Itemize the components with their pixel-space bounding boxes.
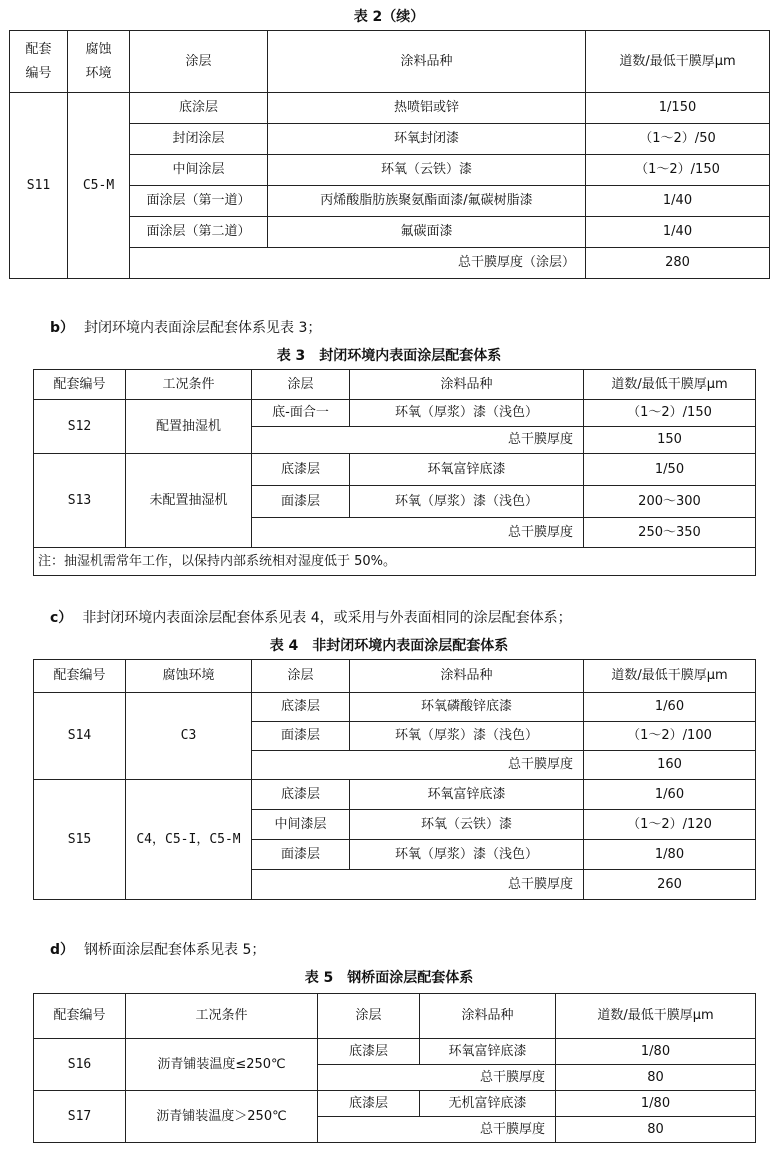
table-row <box>34 1039 756 1065</box>
table3-header-row <box>34 370 756 400</box>
table-row <box>34 780 756 810</box>
table-cell: 丙烯酸脂肪族聚氨酯面漆/氟碳树脂漆 <box>268 186 586 217</box>
table-cell: 1/60 <box>584 693 756 722</box>
table-cell: 环氧（云铁）漆 <box>350 810 584 840</box>
table2-total-label: 总干膜厚度（涂层） <box>130 248 586 279</box>
paragraph-c <box>50 609 572 627</box>
table3-caption: 表 3 封闭环境内表面涂层配套体系 <box>276 348 502 364</box>
table-cell: 环氧（厚浆）漆（浅色） <box>350 486 584 518</box>
table-cell: 封闭涂层 <box>130 124 268 155</box>
table-cell: （1～2）/120 <box>584 810 756 840</box>
table5-s17-total-label: 总干膜厚度 <box>318 1117 556 1143</box>
table3-header-paint: 涂料品种 <box>350 370 584 400</box>
table5-s16-total-label: 总干膜厚度 <box>318 1065 556 1091</box>
table2-total-value: 280 <box>586 248 770 279</box>
table4-s15-env: C4，C5-I，C5-M <box>126 780 252 900</box>
table-cell: 底漆层 <box>318 1039 420 1065</box>
table2-caption: 表 2（续） <box>353 9 425 25</box>
table2-header-id: 配套 编号 <box>10 31 68 93</box>
table3 <box>33 369 756 576</box>
table4-header-paint: 涂料品种 <box>350 660 584 693</box>
table-cell: （1～2）/100 <box>584 722 756 751</box>
table-row <box>34 454 756 486</box>
table3-header-thickness: 道数/最低干膜厚μm <box>584 370 756 400</box>
table-cell: 环氧富锌底漆 <box>350 454 584 486</box>
table-cell: （1～2）/150 <box>586 155 770 186</box>
table3-s13-id: S13 <box>34 454 126 548</box>
table2-header-thickness: 道数/最低干膜厚μm <box>586 31 770 93</box>
table3-s12-condition: 配置抽湿机 <box>126 400 252 454</box>
table3-s13-condition: 未配置抽湿机 <box>126 454 252 548</box>
table4-s14-env: C3 <box>126 693 252 780</box>
table-cell: 底漆层 <box>252 454 350 486</box>
paragraph-b-text: 封闭环境内表面涂层配套体系见表 3； <box>84 320 322 336</box>
table-cell: （1～2）/150 <box>584 400 756 427</box>
table-cell: 面漆层 <box>252 722 350 751</box>
table3-header-condition: 工况条件 <box>126 370 252 400</box>
table-cell: 中间漆层 <box>252 810 350 840</box>
table3-note: 注：抽湿机需常年工作，以保持内部系统相对湿度低于 50%。 <box>34 548 756 576</box>
table-cell: 底漆层 <box>252 780 350 810</box>
paragraph-d <box>50 941 265 959</box>
table5-header-thickness: 道数/最低干膜厚μm <box>556 994 756 1039</box>
table3-s12-total-value: 150 <box>584 427 756 454</box>
table2-header-paint: 涂料品种 <box>268 31 586 93</box>
table-cell: 环氧（厚浆）漆（浅色） <box>350 722 584 751</box>
table5-s16-id: S16 <box>34 1039 126 1091</box>
table-cell: 氟碳面漆 <box>268 217 586 248</box>
table4-header-env: 腐蚀环境 <box>126 660 252 693</box>
table4-s14-total-label: 总干膜厚度 <box>252 751 584 780</box>
table5-caption: 表 5 钢桥面涂层配套体系 <box>304 970 474 986</box>
table4-header-id: 配套编号 <box>34 660 126 693</box>
paragraph-b <box>50 319 321 337</box>
table-cell: 中间涂层 <box>130 155 268 186</box>
table4-s14-id: S14 <box>34 693 126 780</box>
table-cell: 面漆层 <box>252 486 350 518</box>
table5-s17-condition: 沥青铺装温度＞250℃ <box>126 1091 318 1143</box>
table-cell: 热喷铝或锌 <box>268 93 586 124</box>
table4-caption: 表 4 非封闭环境内表面涂层配套体系 <box>269 638 509 654</box>
table5-header-paint: 涂料品种 <box>420 994 556 1039</box>
table-cell: 环氧（厚浆）漆（浅色） <box>350 400 584 427</box>
table3-header-id: 配套编号 <box>34 370 126 400</box>
table-cell: 1/80 <box>584 840 756 870</box>
table3-header-coat: 涂层 <box>252 370 350 400</box>
table-cell: 面漆层 <box>252 840 350 870</box>
table-row <box>34 1091 756 1117</box>
table-cell: 1/40 <box>586 217 770 248</box>
table4-header-thickness: 道数/最低干膜厚μm <box>584 660 756 693</box>
table-cell: 底漆层 <box>252 693 350 722</box>
table-cell: 环氧（云铁）漆 <box>268 155 586 186</box>
table-cell: 面涂层（第一道） <box>130 186 268 217</box>
paragraph-d-label: d） <box>50 942 75 958</box>
table-cell: 200～300 <box>584 486 756 518</box>
table-cell: 1/150 <box>586 93 770 124</box>
paragraph-d-text: 钢桥面涂层配套体系见表 5； <box>84 942 266 958</box>
table-cell: 底漆层 <box>318 1091 420 1117</box>
table2-header-env: 腐蚀 环境 <box>68 31 130 93</box>
paragraph-c-label: c） <box>50 610 73 626</box>
table4-s14-total-value: 160 <box>584 751 756 780</box>
table-cell: 底涂层 <box>130 93 268 124</box>
table-cell: 底-面合一 <box>252 400 350 427</box>
table4 <box>33 659 756 900</box>
table-cell: 环氧磷酸锌底漆 <box>350 693 584 722</box>
table3-s13-total-value: 250～350 <box>584 518 756 548</box>
table5-header-condition: 工况条件 <box>126 994 318 1039</box>
table3-s13-total-label: 总干膜厚度 <box>252 518 584 548</box>
table-cell: 1/80 <box>556 1091 756 1117</box>
table5-header-id: 配套编号 <box>34 994 126 1039</box>
table-cell: 1/50 <box>584 454 756 486</box>
table-cell: 环氧富锌底漆 <box>420 1039 556 1065</box>
table2-header-coat: 涂层 <box>130 31 268 93</box>
table-cell: 环氧富锌底漆 <box>350 780 584 810</box>
table-row <box>34 693 756 722</box>
table-cell: （1～2）/50 <box>586 124 770 155</box>
table5 <box>33 993 756 1143</box>
table4-header-row <box>34 660 756 693</box>
table-cell: 1/40 <box>586 186 770 217</box>
table4-s15-id: S15 <box>34 780 126 900</box>
table-cell: 面涂层（第二道） <box>130 217 268 248</box>
table5-header-coat: 涂层 <box>318 994 420 1039</box>
table3-s12-id: S12 <box>34 400 126 454</box>
table4-s15-total-value: 260 <box>584 870 756 900</box>
table4-header-coat: 涂层 <box>252 660 350 693</box>
table-cell: 环氧封闭漆 <box>268 124 586 155</box>
table-row <box>34 400 756 427</box>
table5-s17-total-value: 80 <box>556 1117 756 1143</box>
paragraph-b-label: b） <box>50 320 75 336</box>
table3-note-row <box>34 548 756 576</box>
table4-s15-total-label: 总干膜厚度 <box>252 870 584 900</box>
table-row <box>10 93 770 124</box>
table3-s12-total-label: 总干膜厚度 <box>252 427 584 454</box>
table2-system-id: S11 <box>10 93 68 279</box>
paragraph-c-text: 非封闭环境内表面涂层配套体系见表 4，或采用与外表面相同的涂层配套体系； <box>82 610 572 626</box>
table-cell: 环氧（厚浆）漆（浅色） <box>350 840 584 870</box>
table-cell: 无机富锌底漆 <box>420 1091 556 1117</box>
table2-header-row <box>10 31 770 93</box>
table5-s16-total-value: 80 <box>556 1065 756 1091</box>
table2-environment: C5-M <box>68 93 130 279</box>
table-cell: 1/60 <box>584 780 756 810</box>
table5-s16-condition: 沥青铺装温度≤250℃ <box>126 1039 318 1091</box>
table5-s17-id: S17 <box>34 1091 126 1143</box>
table-cell: 1/80 <box>556 1039 756 1065</box>
table5-header-row <box>34 994 756 1039</box>
table2 <box>9 30 770 279</box>
